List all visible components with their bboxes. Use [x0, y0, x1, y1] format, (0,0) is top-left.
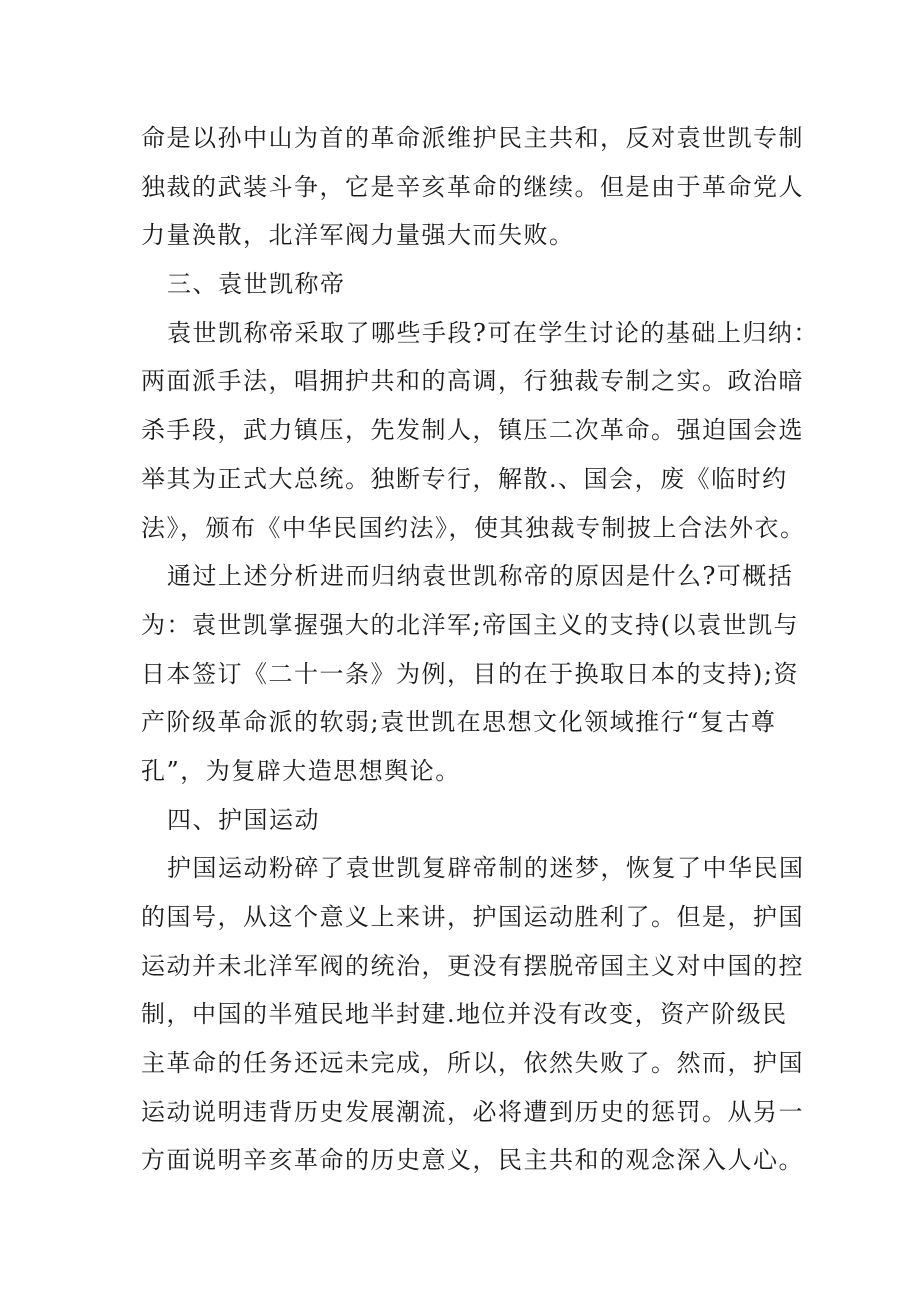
- paragraph-line: 袁世凯称帝采取了哪些手段?可在学生讨论的基础上归纳：: [167, 318, 819, 347]
- paragraph-line: 举其为正式大总统。独断专行，解散.、国会，废《临时约: [141, 464, 788, 493]
- paragraph-line: 通过上述分析进而归纳袁世凯称帝的原因是什么?可概括: [167, 562, 794, 591]
- document-body: [141, 114, 819, 1185]
- paragraph-line: 护国运动粉碎了袁世凯复辟帝制的迷梦，恢复了中华民国: [167, 854, 805, 883]
- paragraph-line: 独裁的武装斗争，它是辛亥革命的继续。但是由于革命党人: [141, 172, 804, 201]
- paragraph-line: 命是以孙中山为首的革命派维护民主共和，反对袁世凯专制: [141, 124, 804, 152]
- section-heading-3: 三、袁世凯称帝: [167, 270, 346, 299]
- paragraph-line: 主革命的任务还远未完成，所以，依然失败了。然而，护国: [141, 1049, 804, 1078]
- paragraph-line: 制，中国的半殖民地半封建.地位并没有改变，资产阶级民: [141, 1000, 788, 1029]
- paragraph-line: 日本签订《二十一条》为例，目的在于换取日本的支持);资: [141, 659, 799, 688]
- paragraph-line: 力量涣散，北洋军阀力量强大而失败。: [141, 221, 575, 250]
- paragraph-line: 方面说明辛亥革命的历史意义，民主共和的观念深入人心。: [141, 1146, 804, 1175]
- paragraph-line: 的国号，从这个意义上来讲，护国运动胜利了。但是，护国: [141, 903, 804, 931]
- paragraph-line: 运动并未北洋军阀的统治，更没有摆脱帝国主义对中国的控: [141, 951, 804, 980]
- section-heading-4: 四、护国运动: [167, 805, 320, 834]
- paragraph-line: 孔”，为复辟大造思想舆论。: [141, 756, 461, 785]
- paragraph-line: 为：袁世凯掌握强大的北洋军;帝国主义的支持(以袁世凯与: [141, 610, 799, 639]
- paragraph-line: 法》，颁布《中华民国约法》，使其独裁专制披上合法外衣。: [141, 513, 806, 542]
- paragraph-line: 运动说明违背历史发展潮流，必将遭到历史的惩罚。从另一: [141, 1097, 804, 1126]
- paragraph-line: 产阶级革命派的软弱;袁世凯在思想文化领域推行“复古尊: [141, 708, 777, 737]
- paragraph-line: 两面派手法，唱拥护共和的高调，行独裁专制之实。政治暗: [141, 367, 804, 396]
- paragraph-line: 杀手段，武力镇压，先发制人，镇压二次革命。强迫国会选: [141, 416, 804, 445]
